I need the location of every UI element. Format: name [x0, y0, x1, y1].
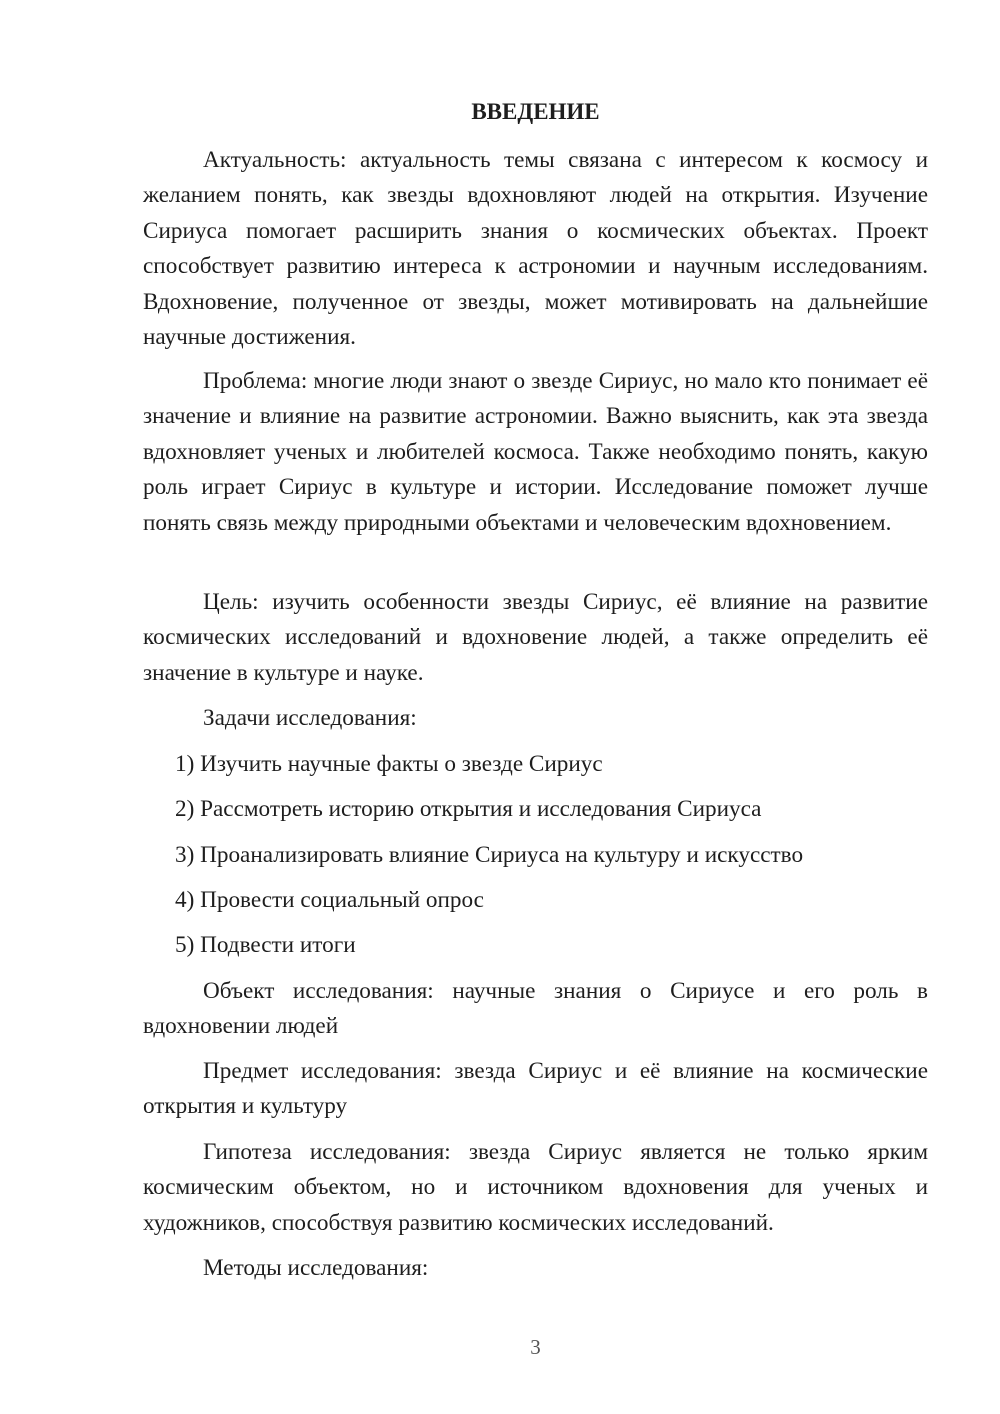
tasks-heading: Задачи исследования:	[203, 705, 417, 731]
paragraph-hypothesis: Гипотеза исследования: звезда Сириус является не только ярким космическим объектом, но и источником вдохновения для ученых и художников, способствуя развитию космических исследований.	[143, 1139, 928, 1236]
list-item: 3) Проанализировать влияние Сириуса на культуру и искусство	[175, 842, 804, 868]
paragraph-subject: Предмет исследования: звезда Сириус и её влияние на космические открытия и культуру	[143, 1058, 928, 1120]
document-page	[143, 0, 928, 1414]
list-item: 4) Провести социальный опрос	[175, 887, 484, 913]
paragraph-relevance: Актуальность: актуальность темы связана с интересом к космосу и желанием понять, как звезды вдохновляют людей на открытия. Изучение Сириуса помогает расширить знания о космических объектах. Проект способствует развитию интереса к астрономии и научным исследованиям. Вдохновение, полученное от звезды, может мотивировать на дальнейшие научные достижения.	[143, 147, 928, 351]
paragraph-problem: Проблема: многие люди знают о звезде Сириус, но мало кто понимает её значение и влияние на развитие астрономии. Важно выяснить, как эта звезда вдохновляет ученых и любителей космоса. Также необходимо понять, какую роль играет Сириус в культуре и истории. Исследование поможет лучше понять связь между природными объектами и человеческим вдохновением.	[143, 368, 928, 536]
page-number: 3	[530, 1335, 541, 1359]
paragraph-goal: Цель: изучить особенности звезды Сириус, её влияние на развитие космических исследований и вдохновение людей, а также определить её значение в культуре и науке.	[143, 589, 928, 686]
methods-heading: Методы исследования:	[203, 1255, 429, 1281]
paragraph-object: Объект исследования: научные знания о Сириусе и его роль в вдохновении людей	[143, 978, 928, 1040]
list-item: 1) Изучить научные факты о звезде Сириус	[175, 751, 603, 777]
page-title: ВВЕДЕНИЕ	[471, 99, 600, 124]
list-item: 5) Подвести итоги	[175, 932, 356, 958]
list-item: 2) Рассмотреть историю открытия и исследования Сириуса	[175, 796, 762, 822]
